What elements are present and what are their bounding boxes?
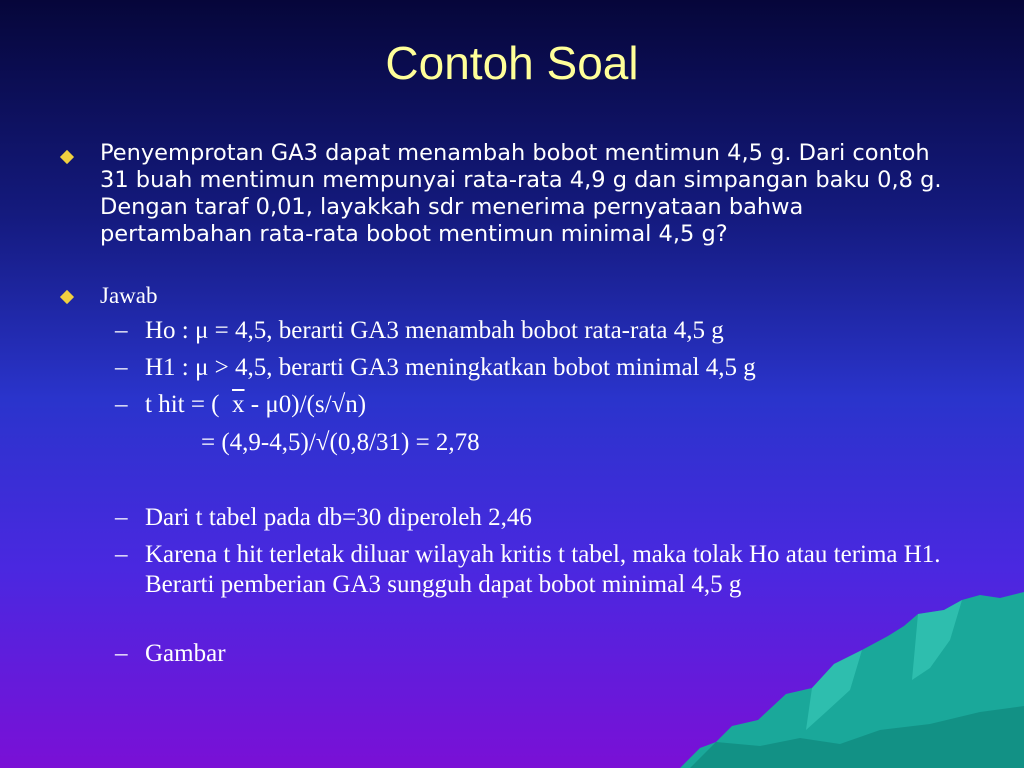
dash-marker: –: [115, 640, 128, 667]
dash-marker: –: [115, 317, 128, 344]
dash-marker: –: [115, 391, 128, 418]
gambar-text: Gambar: [145, 640, 226, 667]
t-hit-calculation: = (4,9-4,5)/√(0,8/31) = 2,78: [201, 429, 480, 456]
t-table-text: Dari t tabel pada db=30 diperoleh 2,46: [145, 504, 532, 531]
x-bar-symbol: $\overline{x}$: [232, 391, 245, 418]
question-text: Penyemprotan GA3 dapat menambah bobot mentimun 4,5 g. Dari contoh 31 buah mentimun mempunyai rata-rata 4,9 g dan simpangan baku 0,8 g. Dengan taraf 0,01, layakkah sdr menerima pernyataan bahwa pertambahan rata-rata bobot mentimun minimal 4,5 g?: [100, 140, 942, 247]
hypothesis-h1: H1 : μ > 4,5, berarti GA3 meningkatkan bobot minimal 4,5 g: [145, 354, 756, 381]
conclusion-text: Karena t hit terletak diluar wilayah kritis t tabel, maka tolak Ho atau terima H1. Berarti pemberian GA3 sungguh dapat bobot minimal 4,5 g: [145, 541, 941, 598]
dash-marker: –: [115, 504, 128, 531]
answer-heading: Jawab: [100, 283, 158, 308]
dash-marker: –: [115, 354, 128, 381]
hypothesis-ho: Ho : μ = 4,5, berarti GA3 menambah bobot rata-rata 4,5 g: [145, 317, 724, 344]
t-hit-prefix: t hit = (: [145, 391, 220, 418]
slide-title: Contoh Soal: [385, 37, 639, 89]
t-hit-suffix: - μ0)/(s/√n): [244, 391, 367, 418]
dash-marker: –: [115, 541, 128, 568]
